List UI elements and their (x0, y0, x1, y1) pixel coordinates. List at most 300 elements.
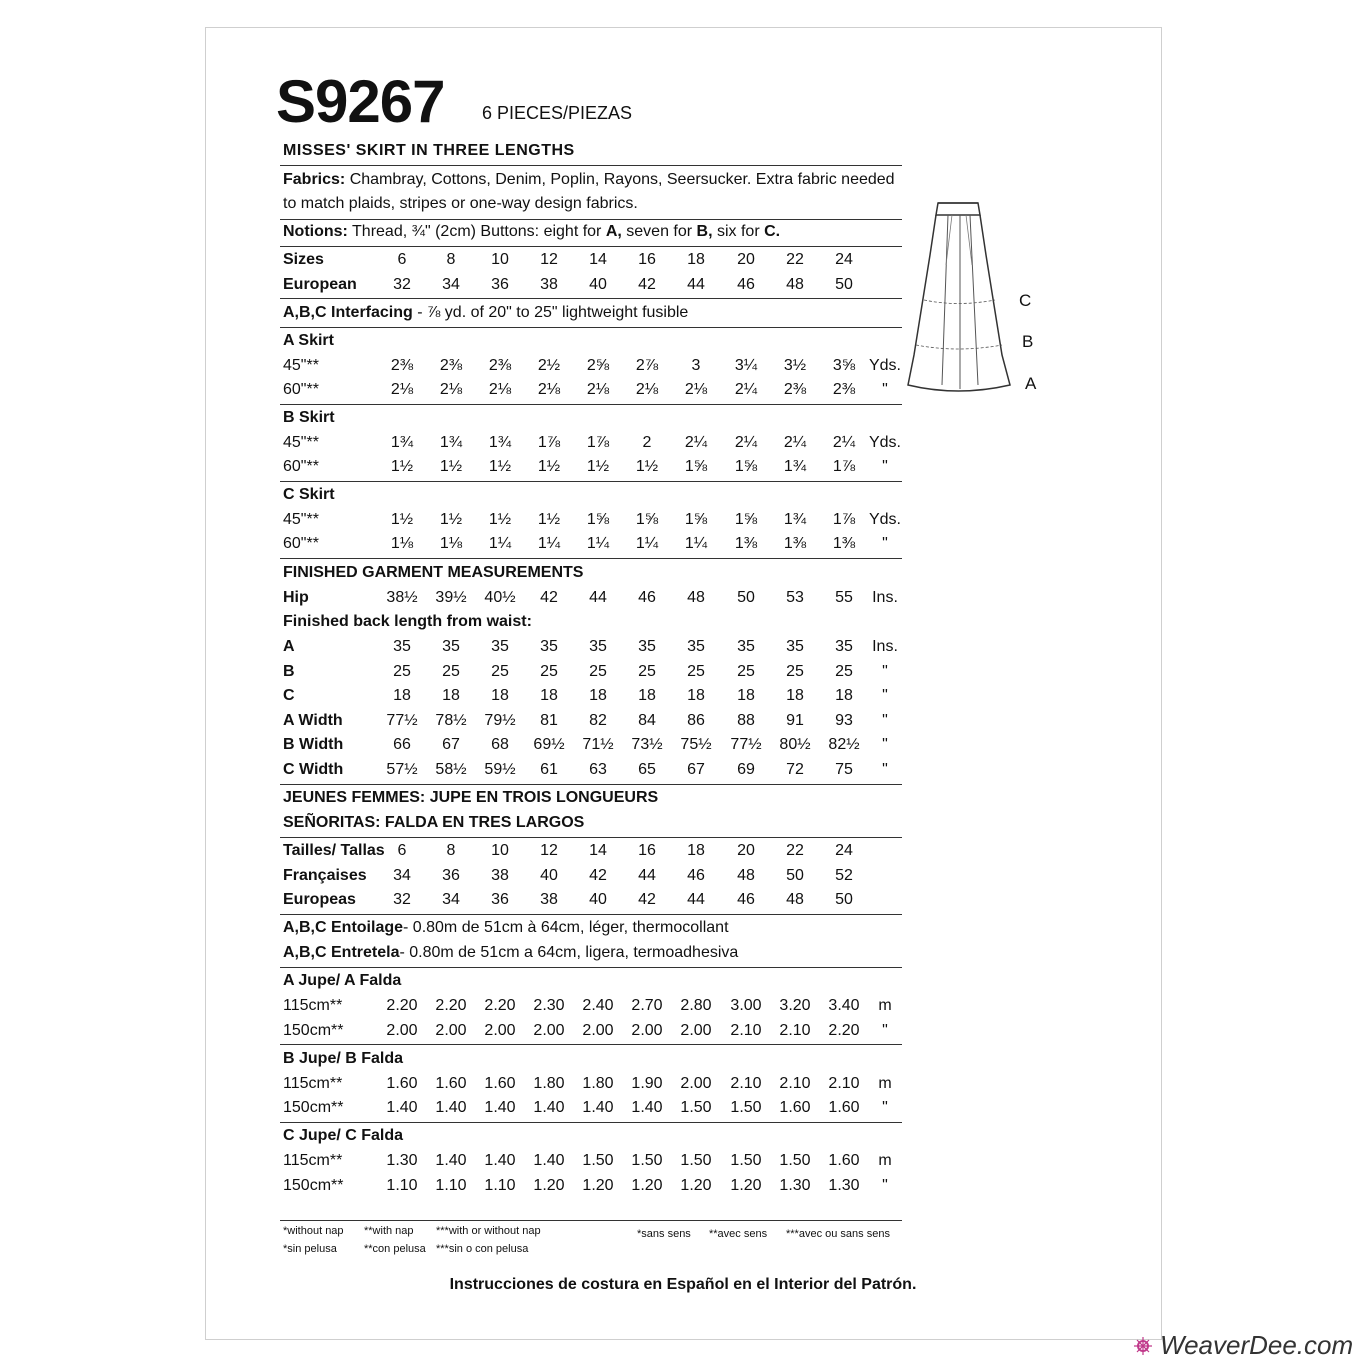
european-sizes-row (283, 276, 903, 298)
row-label: A (283, 638, 295, 655)
table-cell: 8 (446, 842, 456, 859)
divider (280, 1044, 902, 1045)
table-cell: 2.20 (386, 997, 418, 1014)
unit-label: m (878, 997, 892, 1014)
table-cell: 81 (540, 711, 558, 729)
table-cell: 63 (589, 760, 607, 778)
table-cell: 82 (589, 711, 607, 729)
table-cell: 2⅛ (488, 381, 512, 398)
table-cell: 1⅜ (832, 535, 856, 552)
table-cell: 44 (687, 891, 705, 908)
table-cell: 2.70 (631, 997, 663, 1014)
table-cell: 40½ (484, 589, 516, 606)
table-cell: 1¾ (488, 434, 512, 451)
table-cell: 50 (835, 276, 853, 293)
table-cell: 24 (835, 251, 853, 268)
metric-row (283, 1099, 903, 1121)
table-cell: 34 (442, 891, 460, 908)
table-cell: 1¼ (586, 535, 610, 552)
row-label: B Width (283, 736, 344, 753)
table-cell: 1.60 (484, 1074, 516, 1092)
table-cell: 35 (491, 638, 509, 655)
unit-label: Ins. (872, 638, 898, 655)
table-cell: 18 (589, 687, 607, 704)
table-cell: 16 (638, 842, 656, 859)
row-label: Sizes (283, 251, 324, 268)
row-label: 150cm** (283, 1176, 344, 1194)
unit-label: " (882, 381, 888, 398)
table-cell: 1¼ (488, 535, 512, 552)
row-label: Hip (283, 589, 309, 606)
unit-label: m (878, 1074, 892, 1092)
row-label: Europeas (283, 891, 356, 908)
table-cell: 25 (540, 662, 558, 680)
table-cell: 1¾ (783, 458, 807, 475)
table-cell: 36 (491, 276, 509, 293)
back-length-label: Finished back length from waist: (283, 613, 532, 630)
table-cell: 1¾ (390, 434, 414, 451)
table-cell: 69 (737, 760, 755, 778)
table-cell: 2⅜ (439, 357, 463, 374)
table-cell: 1¾ (783, 511, 807, 528)
table-cell: 1⅞ (832, 511, 856, 528)
table-cell: 1.30 (386, 1152, 418, 1169)
table-cell: 2¼ (684, 434, 708, 451)
table-cell: 59½ (484, 760, 516, 778)
table-cell: 1.10 (435, 1176, 467, 1194)
table-cell: 8 (446, 251, 456, 268)
table-cell: 1.40 (386, 1099, 418, 1116)
table-cell: 1⅝ (684, 458, 708, 475)
table-cell: 1⅞ (832, 458, 856, 475)
divider (280, 837, 902, 838)
table-cell: 1½ (390, 511, 414, 528)
divider (280, 1220, 902, 1221)
table-cell: 18 (737, 687, 755, 704)
table-cell: 1.40 (435, 1152, 467, 1169)
table-cell: 24 (835, 842, 853, 859)
table-cell: 25 (638, 662, 656, 680)
table-cell: 1.20 (680, 1176, 712, 1194)
row-label: 45"** (283, 434, 319, 451)
table-cell: 32 (393, 276, 411, 293)
row-label: 60"** (283, 535, 319, 552)
table-cell: 1½ (439, 458, 463, 475)
table-cell: 50 (835, 891, 853, 908)
table-cell: 2⅜ (783, 381, 807, 398)
table-cell: 38 (540, 891, 558, 908)
pieces-count: 6 PIECES/PIEZAS (482, 103, 633, 123)
yardage-row (283, 381, 903, 403)
finished-row (283, 638, 903, 660)
unit-label: Yds. (868, 511, 901, 528)
table-cell: 48 (687, 589, 705, 606)
finished-row (283, 712, 903, 734)
divider (280, 219, 902, 220)
metric-section-title: A Jupe/ A Falda (283, 972, 402, 989)
footnote-en-2: **with nap (364, 1225, 414, 1237)
table-cell: 1.60 (828, 1099, 860, 1116)
table-cell: 36 (442, 867, 460, 884)
table-cell: 44 (589, 589, 607, 606)
table-cell: 2.30 (533, 997, 565, 1014)
table-cell: 2⅛ (586, 381, 610, 398)
table-cell: 1⅜ (783, 535, 807, 552)
table-cell: 38½ (386, 589, 418, 606)
table-cell: 35 (442, 638, 460, 655)
table-cell: 12 (540, 251, 558, 268)
table-cell: 91 (786, 711, 804, 729)
row-label: 45"** (283, 357, 319, 374)
table-cell: 35 (687, 638, 705, 655)
divider (280, 967, 902, 968)
table-cell: 61 (540, 760, 558, 778)
table-cell: 2.10 (730, 1021, 762, 1039)
table-cell: 46 (737, 276, 755, 293)
table-cell: 2.10 (779, 1074, 811, 1092)
table-cell: 32 (393, 891, 411, 908)
unit-label: " (882, 458, 888, 475)
table-cell: 25 (835, 662, 853, 680)
table-cell: 77½ (730, 736, 762, 753)
row-label: Françaises (283, 867, 367, 884)
table-cell: 1.40 (631, 1099, 663, 1116)
finished-row (283, 761, 903, 783)
unit-label: " (882, 1021, 888, 1039)
unit-label: Yds. (868, 434, 901, 451)
divider (280, 298, 902, 299)
table-cell: 2.20 (435, 997, 467, 1014)
weaverdee-logo-icon (1132, 1335, 1154, 1357)
table-cell: 12 (540, 842, 558, 859)
table-cell: 18 (687, 687, 705, 704)
row-label: B (283, 662, 295, 680)
table-cell: 38 (540, 276, 558, 293)
interfacing-line: A,B,C Interfacing - ⅞ yd. of 20" to 25" lightweight fusible (283, 304, 689, 321)
table-cell: 1¼ (635, 535, 659, 552)
table-cell: 2⅛ (537, 381, 561, 398)
entretela-line: A,B,C Entretela- 0.80m de 51cm a 64cm, ligera, termoadhesiva (283, 944, 739, 961)
illustration-label-c: C (1019, 291, 1032, 310)
table-cell: 1.90 (631, 1074, 663, 1092)
finished-row (283, 663, 903, 685)
table-cell: 10 (491, 251, 509, 268)
finished-measurements-title: FINISHED GARMENT MEASUREMENTS (283, 564, 584, 581)
metric-row (283, 1152, 903, 1174)
footnote-fr-3: ***avec ou sans sens (786, 1228, 890, 1240)
french-title: JEUNES FEMMES: JUPE EN TROIS LONGUEURS (283, 789, 659, 806)
table-cell: 25 (589, 662, 607, 680)
row-label: 60"** (283, 381, 319, 398)
table-cell: 75½ (680, 736, 712, 753)
table-cell: 1.80 (533, 1074, 565, 1092)
footnote-en-1: *without nap (283, 1225, 344, 1237)
table-cell: 44 (638, 867, 656, 884)
table-cell: 75 (835, 760, 853, 778)
table-cell: 35 (835, 638, 853, 655)
unit-label: Ins. (872, 589, 898, 606)
table-cell: 2⅜ (390, 357, 414, 374)
table-cell: 1½ (537, 458, 561, 475)
notions-line: Notions: Thread, ¾" (2cm) Buttons: eight for A, seven for B, six for C. (283, 223, 781, 240)
table-cell: 6 (397, 842, 407, 859)
table-cell: 1⅛ (390, 535, 414, 552)
table-cell: 18 (442, 687, 460, 704)
table-cell: 1.20 (533, 1176, 565, 1194)
row-label: 115cm** (283, 1152, 343, 1169)
table-cell: 66 (393, 736, 411, 753)
row-label: 115cm** (283, 997, 343, 1014)
table-cell: 3.20 (779, 997, 811, 1014)
table-cell: 46 (737, 891, 755, 908)
table-cell: 25 (393, 662, 411, 680)
metric-row (283, 1177, 903, 1199)
divider (280, 558, 902, 559)
footnote-es-2: **con pelusa (364, 1243, 426, 1255)
table-cell: 1.30 (828, 1176, 860, 1194)
table-cell: 2.80 (680, 997, 712, 1014)
fabrics-line2: to match plaids, stripes or one-way design fabrics. (283, 195, 638, 212)
row-label: European (283, 276, 357, 293)
table-cell: 2.00 (386, 1021, 418, 1039)
table-cell: 1.40 (484, 1152, 516, 1169)
unit-label: " (882, 736, 888, 753)
table-cell: 35 (638, 638, 656, 655)
table-cell: 1.20 (582, 1176, 614, 1194)
table-cell: 35 (393, 638, 411, 655)
row-label: 150cm** (283, 1021, 344, 1039)
table-cell: 18 (638, 687, 656, 704)
row-label: 115cm** (283, 1074, 343, 1092)
table-cell: 1⅝ (734, 511, 758, 528)
table-cell: 48 (786, 891, 804, 908)
table-cell: 72 (786, 760, 804, 778)
table-cell: 1⅞ (537, 434, 561, 451)
table-cell: 48 (737, 867, 755, 884)
table-cell: 1.60 (828, 1152, 860, 1169)
unit-label: m (878, 1152, 892, 1169)
table-cell: 84 (638, 711, 656, 729)
table-cell: 1.40 (484, 1099, 516, 1116)
table-cell: 2.20 (484, 997, 516, 1014)
table-cell: 2⅛ (635, 381, 659, 398)
table-cell: 1.20 (631, 1176, 663, 1194)
table-cell: 42 (540, 589, 558, 606)
table-cell: 52 (835, 867, 853, 884)
table-cell: 38 (491, 867, 509, 884)
table-cell: 2.40 (582, 997, 614, 1014)
metric-row (283, 997, 903, 1019)
table-cell: 1.30 (779, 1176, 811, 1194)
pattern-number: S9267 (276, 68, 445, 135)
table-cell: 1½ (635, 458, 659, 475)
table-cell: 1⅜ (734, 535, 758, 552)
table-cell: 18 (393, 687, 411, 704)
table-cell: 25 (687, 662, 705, 680)
table-cell: 55 (835, 589, 853, 606)
row-label: 45"** (283, 511, 319, 528)
table-cell: 71½ (582, 736, 614, 753)
yardage-section-title: C Skirt (283, 486, 335, 503)
table-cell: 1½ (390, 458, 414, 475)
metric-section-title: B Jupe/ B Falda (283, 1049, 404, 1067)
table-cell: 3¼ (734, 357, 758, 374)
divider (280, 481, 902, 482)
table-cell: 3⅝ (832, 357, 856, 374)
table-cell: 1.80 (582, 1074, 614, 1092)
table-cell: 40 (589, 276, 607, 293)
table-cell: 48 (786, 276, 804, 293)
table-cell: 50 (737, 589, 755, 606)
table-cell: 2.00 (680, 1021, 712, 1039)
illustration-label-a: A (1025, 374, 1037, 393)
row-label: C Width (283, 760, 344, 778)
table-cell: 2.00 (631, 1021, 663, 1039)
table-cell: 2⅛ (684, 381, 708, 398)
table-cell: 6 (397, 251, 407, 268)
table-cell: 25 (737, 662, 755, 680)
divider (280, 404, 902, 405)
row-label: 60"** (283, 458, 319, 475)
table-cell: 1.60 (779, 1099, 811, 1116)
table-cell: 14 (589, 251, 607, 268)
table-cell: 79½ (484, 711, 516, 729)
table-cell: 1.40 (435, 1099, 467, 1116)
table-cell: 2⅛ (390, 381, 414, 398)
unit-label: Yds. (868, 357, 901, 374)
watermark (1132, 1330, 1353, 1361)
finished-row (283, 687, 903, 709)
table-cell: 68 (491, 736, 509, 753)
table-cell: 25 (491, 662, 509, 680)
table-cell: 58½ (435, 760, 467, 778)
row-label: Tailles/ Tallas (283, 842, 385, 859)
table-cell: 2½ (537, 357, 561, 374)
table-cell: 2¼ (734, 434, 758, 451)
table-cell: 88 (737, 711, 755, 729)
table-cell: 1½ (488, 458, 512, 475)
yardage-section-title: B Skirt (283, 409, 335, 426)
yardage-row (283, 458, 903, 480)
table-cell: 1.50 (730, 1152, 762, 1169)
table-cell: 34 (442, 276, 460, 293)
table-cell: 2⅞ (635, 357, 659, 374)
table-cell: 1⅝ (734, 458, 758, 475)
table-cell: 1½ (586, 458, 610, 475)
footnote-es-1: *sin pelusa (283, 1243, 337, 1255)
table-cell: 2.00 (680, 1074, 712, 1092)
table-cell: 42 (589, 867, 607, 884)
table-cell: 36 (491, 891, 509, 908)
table-cell: 1.50 (582, 1152, 614, 1169)
table-cell: 2.00 (582, 1021, 614, 1039)
table-cell: 1¾ (439, 434, 463, 451)
hip-row (283, 589, 903, 611)
table-cell: 2.10 (828, 1074, 860, 1092)
table-cell: 77½ (386, 711, 418, 729)
table-cell: 1½ (439, 511, 463, 528)
watermark-text: WeaverDee.com (1160, 1330, 1354, 1360)
table-cell: 18 (786, 687, 804, 704)
table-cell: 22 (786, 251, 804, 268)
table-cell: 25 (786, 662, 804, 680)
illustration-label-b: B (1022, 332, 1034, 351)
table-cell: 44 (687, 276, 705, 293)
metric-section-title: C Jupe/ C Falda (283, 1127, 404, 1144)
divider (280, 784, 902, 785)
table-cell: 2.10 (730, 1074, 762, 1092)
table-cell: 1.20 (730, 1176, 762, 1194)
table-cell: 2¼ (783, 434, 807, 451)
table-cell: 1⅝ (586, 511, 610, 528)
table-cell: 2.00 (484, 1021, 516, 1039)
table-cell: 3.40 (828, 997, 860, 1014)
spanish-title: SEÑORITAS: FALDA EN TRES LARGOS (283, 814, 585, 831)
table-cell: 2.00 (435, 1021, 467, 1039)
yardage-row (283, 434, 903, 456)
table-cell: 46 (638, 589, 656, 606)
table-cell: 16 (638, 251, 656, 268)
tailles-row (283, 842, 903, 864)
table-cell: 1⅝ (684, 511, 708, 528)
table-cell: 1.50 (680, 1152, 712, 1169)
unit-label: " (882, 760, 888, 778)
table-cell: 40 (589, 891, 607, 908)
row-label: A Width (283, 711, 343, 729)
table-cell: 25 (442, 662, 460, 680)
table-cell: 1.10 (484, 1176, 516, 1194)
table-cell: 2⅛ (439, 381, 463, 398)
table-cell: 73½ (631, 736, 663, 753)
table-cell: 1.60 (386, 1074, 418, 1092)
table-cell: 3 (691, 357, 701, 374)
table-cell: 3½ (783, 357, 807, 374)
table-cell: 2¼ (734, 381, 758, 398)
yardage-row (283, 357, 903, 379)
table-cell: 2⅝ (586, 357, 610, 374)
row-label: C (283, 687, 295, 704)
divider (280, 327, 902, 328)
divider (280, 246, 902, 247)
table-cell: 39½ (435, 589, 467, 606)
table-cell: 1⅛ (439, 535, 463, 552)
table-cell: 1¼ (537, 535, 561, 552)
entoilage-line: A,B,C Entoilage- 0.80m de 51cm à 64cm, léger, thermocollant (283, 919, 729, 936)
francaises-row (283, 867, 903, 889)
footnote-en-3: ***with or without nap (436, 1225, 541, 1237)
table-cell: 1.10 (386, 1176, 418, 1194)
metric-row (283, 1075, 903, 1097)
table-cell: 1.40 (582, 1099, 614, 1116)
table-cell: 2.00 (533, 1021, 565, 1039)
unit-label: " (882, 662, 888, 680)
pattern-title: MISSES' SKIRT IN THREE LENGTHS (283, 142, 575, 159)
table-cell: 1½ (488, 511, 512, 528)
table-cell: 93 (835, 711, 853, 729)
table-cell: 3.00 (730, 997, 762, 1014)
table-cell: 1.40 (533, 1099, 565, 1116)
table-cell: 18 (491, 687, 509, 704)
table-cell: 42 (638, 891, 656, 908)
unit-label: " (882, 711, 888, 729)
table-cell: 2⅜ (832, 381, 856, 398)
divider (280, 1122, 902, 1123)
divider (280, 914, 902, 915)
table-cell: 18 (835, 687, 853, 704)
sizes-row (283, 251, 903, 273)
table-cell: 69½ (533, 736, 565, 753)
table-cell: 53 (786, 589, 804, 606)
